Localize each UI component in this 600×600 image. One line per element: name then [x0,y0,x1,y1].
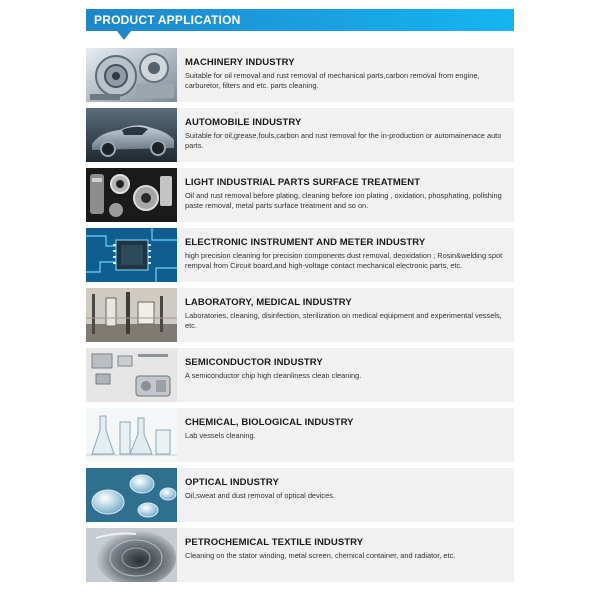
laboratory-equipment-image [86,288,177,342]
application-description: A semiconductor chip high cleanliness clean cleaning. [185,371,362,380]
machinery-engine-image [86,48,177,102]
application-description: Cleaning on the stator winding, metal screen, chemical container, and radiator, etc. [185,551,456,560]
application-description: Laboratories, cleaning, disinfection, sterilization on medical equipment and experimental vessels, etc. [185,311,502,330]
metal-parts-image [86,168,177,222]
optical-lenses-image [86,468,177,522]
application-row-light-industrial [86,168,514,222]
section-banner [86,9,514,31]
lab-glassware-image [86,408,177,462]
metal-screen-drum-image [86,528,177,582]
application-row-semiconductor [86,348,514,402]
section-title: PRODUCT APPLICATION [94,13,241,27]
application-row-machinery [86,48,514,102]
application-title: SEMICONDUCTOR INDUSTRY [185,357,323,368]
application-title: AUTOMOBILE INDUSTRY [185,117,302,128]
application-title: PETROCHEMICAL TEXTILE INDUSTRY [185,537,364,548]
sports-car-image [86,108,177,162]
application-row-automobile [86,108,514,162]
application-row-petrochemical [86,528,514,582]
application-title: OPTICAL INDUSTRY [185,477,279,488]
application-title: CHEMICAL, BIOLOGICAL INDUSTRY [185,417,354,428]
application-title: LABORATORY, MEDICAL INDUSTRY [185,297,352,308]
application-row-optical [86,468,514,522]
application-description: high precision cleaning for precision components dust removal, deoxidation ; Rosin&welding spot rempval from Circuit board,and high-voltage contact mechanical electronic parts, etc. [185,251,503,270]
application-title: LIGHT INDUSTRIAL PARTS SURFACE TREATMENT [185,177,421,188]
application-row-chemical [86,408,514,462]
semiconductor-parts-image [86,348,177,402]
banner-pointer [117,31,131,40]
application-description: Oil,sweat and dust removal of optical devices. [185,491,335,500]
application-description: Oil and rust removal before plating, cleaning before ion plating , oxidation, phosphating, polishing paste removal, metal parts surface treatment and so on. [185,191,502,210]
application-description: Lab vessels cleaning. [185,431,256,440]
application-row-electronic [86,228,514,282]
circuit-board-image [86,228,177,282]
application-title: ELECTRONIC INSTRUMENT AND METER INDUSTRY [185,237,426,248]
application-description: Suitable for oil,grease,fouls,carbon and rust removal for the in-production or automainenace auto parts. [185,131,502,150]
application-title: MACHINERY INDUSTRY [185,57,295,68]
application-description: Suitable for oil removal and rust removal of mechanical parts,carbon removal from engine, carburetor, filters and etc. parts cleaning. [185,71,480,90]
application-row-laboratory [86,288,514,342]
